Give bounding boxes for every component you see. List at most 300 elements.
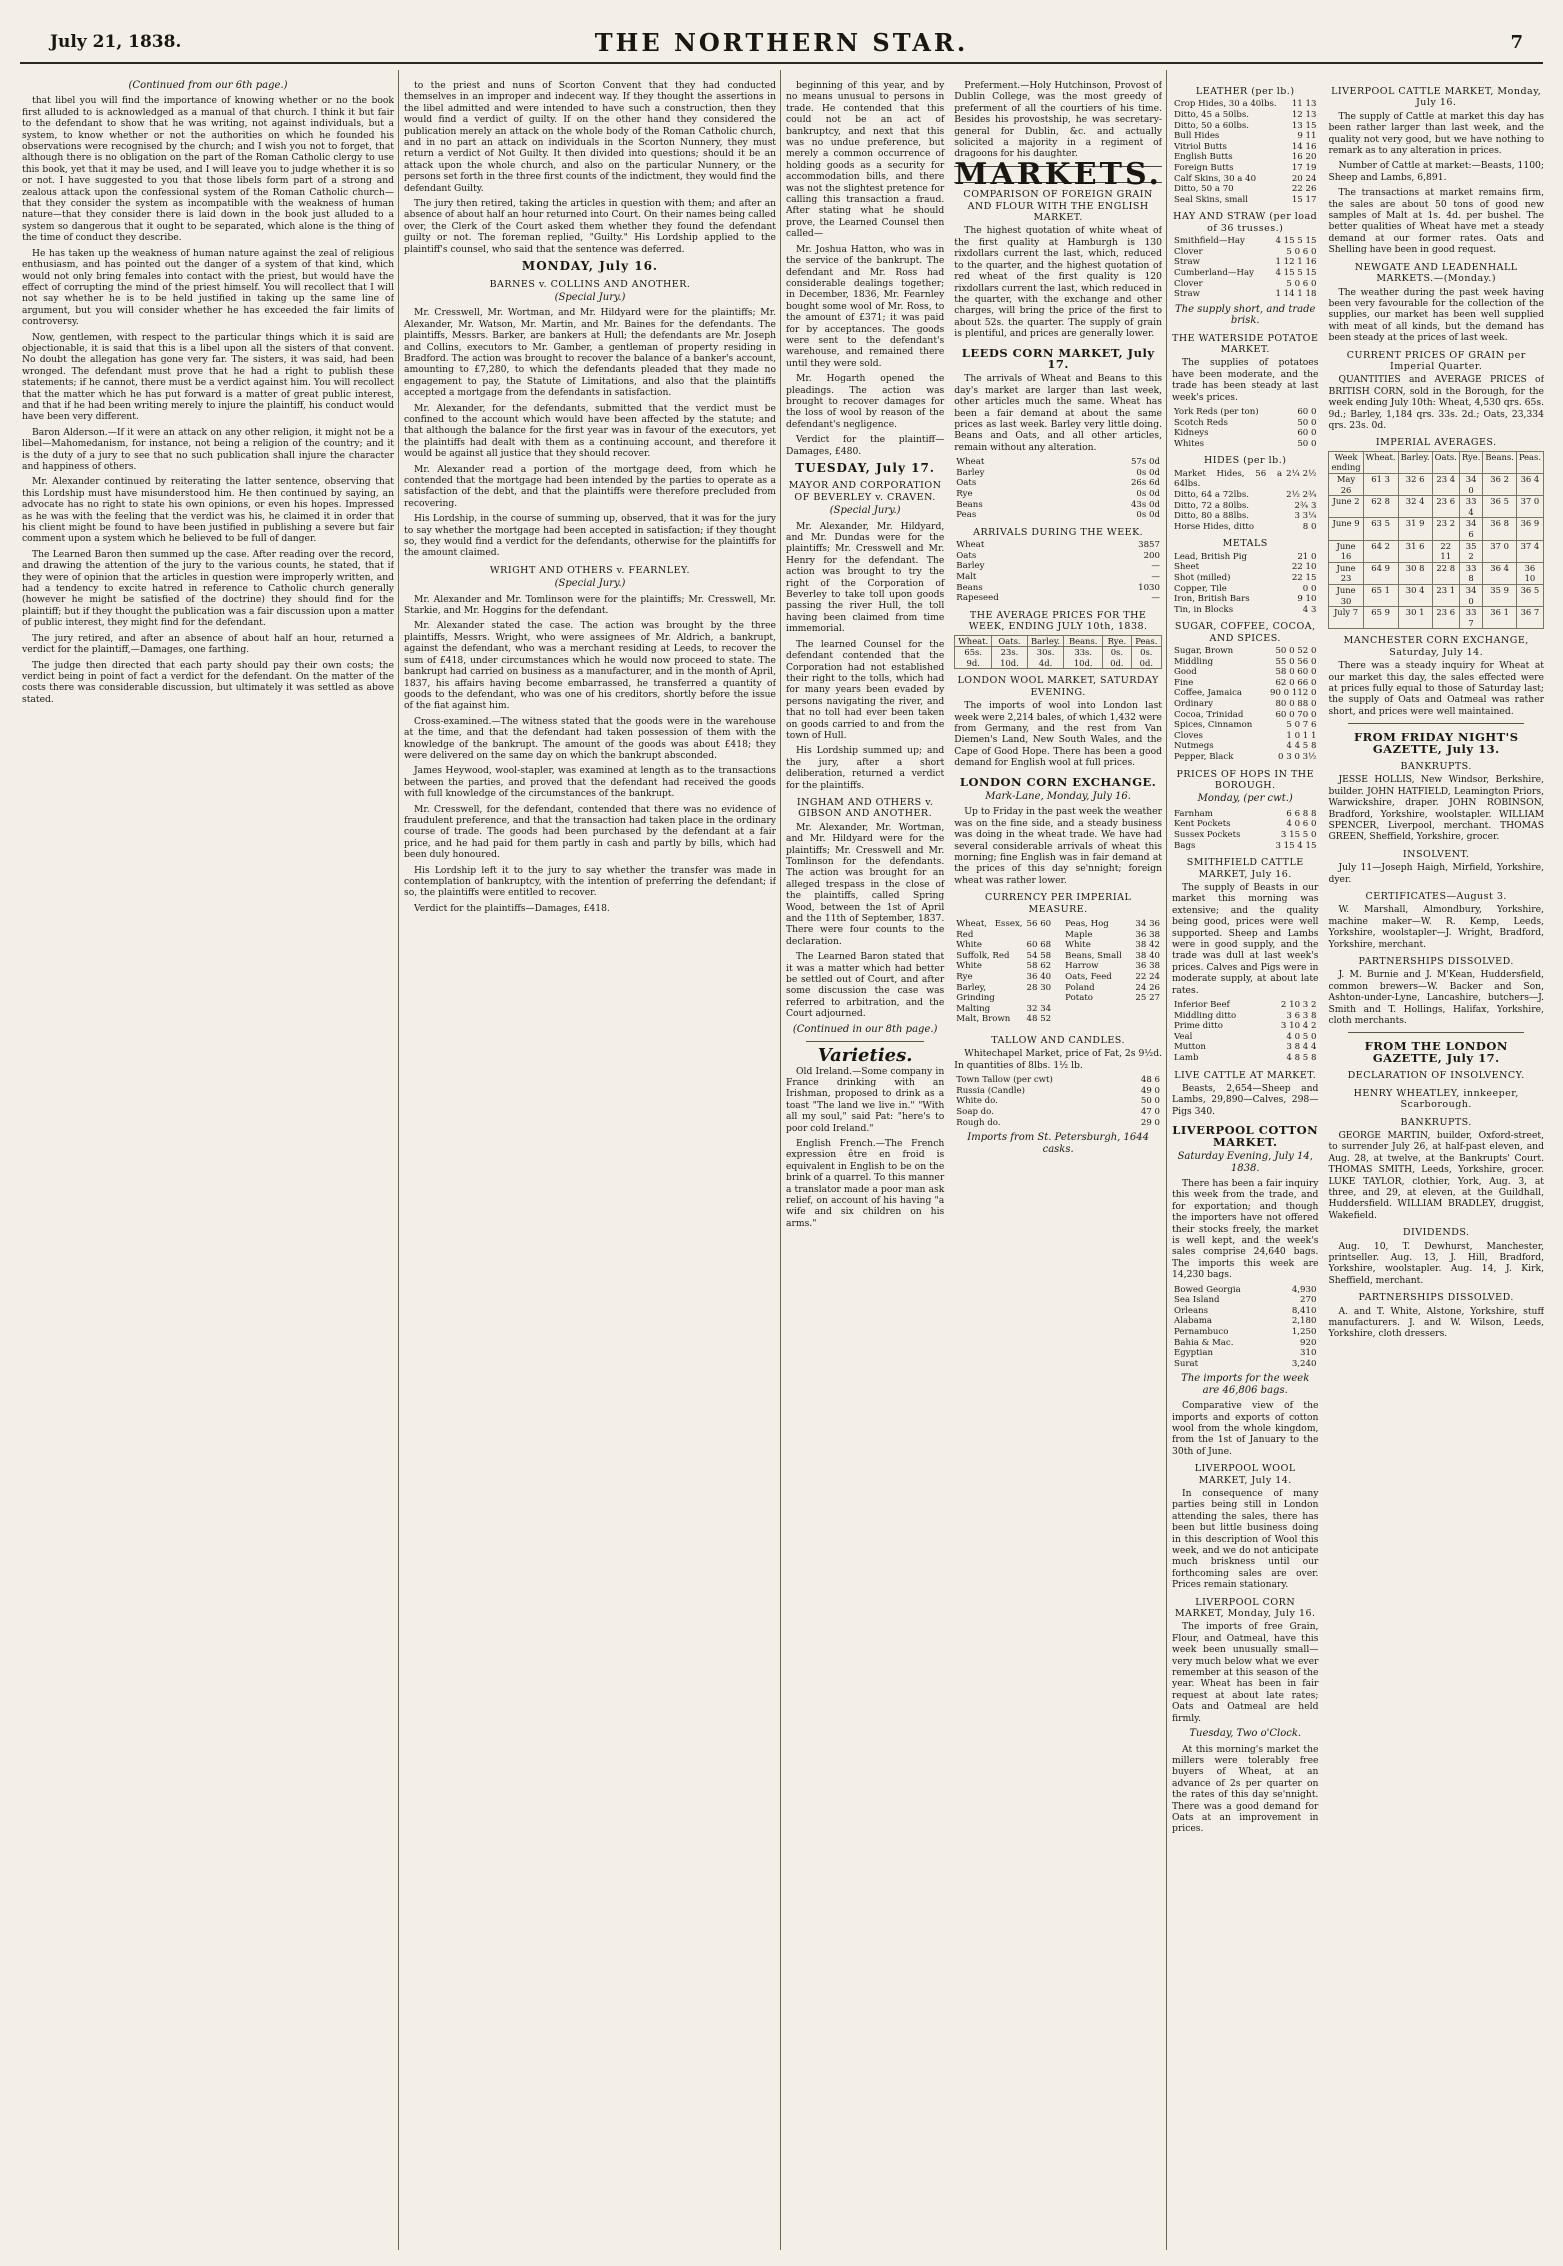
- currency-row: [1063, 951, 1162, 962]
- sugar-row: [1172, 667, 1318, 678]
- currency-row: [1063, 961, 1162, 972]
- row-label: Harrow: [1065, 961, 1099, 972]
- market-heading: PRICES OF HOPS IN THE BOROUGH.: [1176, 768, 1314, 792]
- average-price-table: [954, 635, 1162, 670]
- gazette-text: July 11—Joseph Haigh, Mirfield, Yorkshire, dyer.: [1328, 862, 1544, 885]
- row-value: 1 12 1 16: [1275, 257, 1317, 268]
- row-label: Suffolk, Red: [956, 950, 1010, 961]
- row-label: Malt, Brown: [956, 1014, 1011, 1025]
- row-value: 32 34: [1026, 1003, 1052, 1014]
- metals-row: [1172, 573, 1318, 584]
- market-text: Number of Cattle at market:—Beasts, 1100; Sheep and Lambs, 6,891.: [1328, 160, 1544, 183]
- preferment-note: Preferment.—Holy Hutchinson, Provost of Dublin College, was the most greedy of preferment of all the courtiers of his time. Besides his provostship, he was secretary-general for Dublin, &c. and actually solicited a majority in a regiment of dragoons for his daughter.: [954, 80, 1162, 160]
- court-reports-continued: [786, 80, 944, 1233]
- row-label: Spices, Cinnamon: [1174, 720, 1253, 731]
- row-label: Ditto, 80 a 88lbs.: [1174, 511, 1250, 522]
- leather-row: [1172, 131, 1318, 142]
- row-label: Rapeseed: [956, 593, 999, 604]
- row-value: 80 0 88 0: [1275, 699, 1317, 710]
- meat-row: [1172, 1042, 1318, 1053]
- imperial-cell: 36 7: [1516, 607, 1543, 629]
- gazette-section: [1328, 80, 1544, 1839]
- metals-row: [1172, 562, 1318, 573]
- row-value: 4 0 5 0: [1286, 1031, 1317, 1042]
- row-label: Barley, Grinding: [956, 982, 995, 1004]
- average-value: 33s. 10d.: [1064, 647, 1103, 669]
- currency-row: [954, 961, 1053, 972]
- article-paragraph: Mr. Alexander stated the case. The action was brought by the three plaintiffs, Messrs. Wright, who were assignees of Mr. Aldrich, a bankrupt, against the defendant, who was a merchant residing at Leeds, to recover the sum of £418, under circumstances which he would now proceed to state. The bankrupt had carried on business as a manufacturer, and in the month of April, 1837, his affairs having become embarrassed, he transferred a quantity of goods to the defendant, who was one of his creditors, shortly before the issue of the fiat against him.: [404, 620, 776, 712]
- imperial-cell: 23 1: [1432, 584, 1459, 606]
- row-label: Calf Skins, 30 a 40: [1174, 173, 1257, 184]
- cotton-row: [1172, 1338, 1318, 1349]
- metals-row: [1172, 584, 1318, 595]
- currency-row: [1063, 983, 1162, 994]
- gazette-subheading: PARTNERSHIPS DISSOLVED.: [1358, 1292, 1514, 1304]
- market-heading: HIDES (per lb.): [1204, 455, 1287, 467]
- hides-row: [1172, 490, 1318, 501]
- row-label: Ditto, 72 a 80lbs.: [1174, 500, 1250, 511]
- case-title: WRIGHT AND OTHERS v. FEARNLEY.: [489, 564, 691, 576]
- row-label: Rye: [956, 972, 973, 982]
- article-paragraph: Now, gentlemen, with respect to the particular things which it is said are objectionable, it is said that this is a libel upon all the sisters of that convent. No doubt the allegation has gone very far. The sisters, it was said, had been wronged. The defendant must prove that he had a right to publish these statements; if he cannot, there must be a verdict against him. You will recollect that the matter which he has put forward is a matter of great public interest, and that if he had been writing merely to injure the plaintiff, his conduct would have been very different.: [22, 331, 394, 423]
- row-label: White do.: [956, 1096, 998, 1107]
- imperial-cell: 22 8: [1432, 562, 1459, 584]
- column-header: Oats.: [1432, 451, 1459, 473]
- row-label: Fine: [1174, 677, 1194, 688]
- market-text: In consequence of many parties being still in London attending the sales, there has been but little business doing in this description of Wool this week, and we do not anticipate much briskness until our forthcoming sales are over. Prices remain stationary.: [1172, 1487, 1319, 1591]
- row-label: Cloves: [1174, 730, 1203, 741]
- market-heading: HAY AND STRAW (per load of 36 trusses.): [1173, 211, 1318, 234]
- row-label: Soap do.: [956, 1106, 994, 1117]
- metals-row: [1172, 552, 1318, 563]
- leather-row: [1172, 195, 1318, 206]
- row-label: Bahia & Mac.: [1174, 1337, 1234, 1348]
- article-paragraph: James Heywood, wool-stapler, was examined at length as to the transactions between the parties, and proved that the defendant had received the goods with full knowledge of the circumstances of the bankrupt.: [404, 765, 776, 800]
- market-heading: COMPARISON OF FOREIGN GRAIN AND FLOUR WITH THE ENGLISH MARKET.: [963, 189, 1153, 224]
- row-label: Wheat, Essex, Red: [956, 919, 1023, 940]
- article-paragraph: Verdict for the plaintiff—Damages, £480.: [786, 434, 945, 457]
- hay-row: [1172, 279, 1318, 290]
- hay-row: [1172, 268, 1318, 279]
- row-label: Sugar, Brown: [1174, 646, 1234, 657]
- row-label: Foreign Butts: [1174, 162, 1234, 173]
- article-paragraph: Verdict for the plaintiffs—Damages, £418.: [414, 902, 610, 914]
- imperial-header-row: [1329, 451, 1544, 473]
- market-heading: LIVERPOOL COTTON MARKET.: [1172, 1123, 1319, 1149]
- continued-note: (Continued in our 8th page.): [792, 1023, 938, 1035]
- article-paragraph: His Lordship summed up; and the jury, after a short deliberation, returned a verdict for the plaintiffs.: [786, 745, 945, 791]
- divider: [1348, 1032, 1524, 1033]
- imperial-cell: 36 2: [1483, 473, 1516, 495]
- row-label: Beans: [956, 582, 983, 593]
- row-value: 9 10: [1297, 594, 1317, 605]
- cotton-row: [1172, 1359, 1318, 1370]
- imperial-cell: 37 4: [1516, 540, 1543, 562]
- row-value: 38 40: [1135, 950, 1161, 961]
- price-row: [954, 489, 1162, 500]
- smithfield-table: [1172, 1000, 1318, 1064]
- markets-section-2: [1172, 80, 1318, 1839]
- article-paragraph: Mr. Alexander, for the defendants, submitted that the verdict must be confined to the account which would have been affected by the statute; and that although the balance for the first year was in favour of the executors, yet the plaintiffs had dealt with them as a continuing account, and therefore it would be against all justice that they should recover.: [404, 402, 776, 460]
- market-footnote: The supply short, and trade brisk.: [1175, 303, 1316, 327]
- row-label: Veal: [1174, 1031, 1193, 1042]
- article-paragraph: Cross-examined.—The witness stated that the goods were in the warehouse at the time, and that the defendant had taken possession of them with the knowledge of the bankrupt. The amount of the goods was about £418; they were delivered on the same day on which the bankrupt absconded.: [404, 715, 776, 761]
- row-value: 2¼ 2½: [1286, 468, 1317, 479]
- currency-tables: [954, 917, 1162, 1029]
- day-heading: TUESDAY, July 17.: [795, 461, 935, 475]
- row-label: White: [956, 961, 982, 972]
- market-heading: LEEDS CORN MARKET, July 17.: [961, 345, 1155, 371]
- market-heading: THE WATERSIDE POTATOE MARKET.: [1172, 332, 1319, 355]
- imperial-cell: 23 6: [1432, 607, 1459, 629]
- market-text: The imports of free Grain, Flour, and Oatmeal, have this week been unusually small—very much below what we ever remember at this season of the year. Wheat has been in fair request at about late rates; Oats and Oatmeal are held firmly.: [1172, 1621, 1319, 1724]
- gazette-text: JESSE HOLLIS, New Windsor, Berkshire, builder. JOHN HATFIELD, Leamington Priors, Warwickshire, draper. JOHN ROBINSON, Bradford, Yorkshire, woolstapler. WILLIAM SPENCER, Liverpool, merchant. THOMAS GREEN, Sheffield, Yorkshire, grocer.: [1328, 774, 1544, 843]
- row-label: Oats, Feed: [1065, 972, 1112, 982]
- row-value: 36 40: [1026, 972, 1052, 982]
- imperial-row: [1329, 607, 1544, 629]
- cotton-row: [1172, 1285, 1318, 1296]
- currency-row: [1063, 940, 1162, 951]
- row-value: 25 27: [1135, 993, 1161, 1004]
- row-value: 50 0: [1297, 438, 1317, 449]
- row-value: 1030: [1138, 582, 1160, 593]
- imperial-cell: 32 4: [1398, 496, 1432, 518]
- imperial-cell: June 2: [1329, 496, 1363, 518]
- currency-row: [1063, 972, 1162, 983]
- divider: [806, 1041, 924, 1042]
- gazette-text: A. and T. White, Alstone, Yorkshire, stuff manufacturers. J. and W. Wilson, Leeds, Yorkshire, cloth dressers.: [1328, 1305, 1544, 1340]
- row-label: Prime ditto: [1174, 1021, 1223, 1032]
- article-paragraph: Mr. Alexander and Mr. Tomlinson were for the plaintiffs; Mr. Cresswell, Mr. Starkie, and Mr. Hoggins for the defendant.: [404, 593, 776, 617]
- row-value: 50 0: [1297, 417, 1317, 428]
- page-number: 7: [1510, 32, 1523, 53]
- tallow-row: [954, 1118, 1162, 1129]
- tallow-row: [954, 1086, 1162, 1097]
- row-label: Cocoa, Trinidad: [1174, 709, 1244, 720]
- imperial-cell: 63 5: [1363, 518, 1398, 540]
- row-value: 24 26: [1135, 982, 1161, 993]
- imperial-cell: June 23: [1329, 562, 1363, 584]
- average-label: Oats.: [992, 635, 1028, 647]
- row-value: 12 13: [1291, 110, 1317, 120]
- article-paragraph: to the priest and nuns of Scorton Convent that they had conducted themselves in an improper and indecent way. If they thought the assertions in the libel admitted and were intended to have such a construction, then they would find a verdict of guilty. If on the other hand they considered the publication merely an attack on the whole body of the Roman Catholic church, and in no part an attack on individuals in the Scorton Nunnery, they must return a verdict of Not Guilty. It then divided into questions; should it be an attack upon the whole church, and also on the particular Nunnery, or the persons set forth in the three first counts of the indictment, they would find the defendant Guilty.: [404, 80, 776, 194]
- hides-row: [1172, 469, 1318, 490]
- average-label: Wheat.: [955, 635, 992, 647]
- row-label: Rough do.: [956, 1117, 1001, 1128]
- row-label: Iron, British Bars: [1174, 594, 1250, 605]
- row-value: —: [1151, 561, 1160, 572]
- hops-table: [1172, 809, 1318, 851]
- row-value: 38 42: [1135, 940, 1161, 951]
- gazette-subheading: CERTIFICATES—August 3.: [1365, 891, 1507, 902]
- row-label: Seal Skins, small: [1174, 194, 1249, 205]
- cotton-row: [1172, 1306, 1318, 1317]
- row-value: 54 58: [1026, 950, 1052, 961]
- row-value: 15 17: [1291, 194, 1317, 205]
- day-heading: MONDAY, July 16.: [521, 259, 659, 274]
- row-label: Bowed Georgia: [1174, 1284, 1241, 1295]
- imperial-cell: 36 8: [1483, 518, 1516, 540]
- market-footnote: Imports from St. Petersburgh, 1644 casks.: [967, 1132, 1149, 1155]
- imperial-cell: 34 6: [1459, 518, 1483, 540]
- row-label: Tin, in Blocks: [1174, 604, 1234, 615]
- currency-row: [1063, 919, 1162, 930]
- row-label: Middling: [1174, 656, 1214, 667]
- column-3-split: [786, 80, 1162, 1233]
- average-value: 30s. 4d.: [1027, 647, 1063, 669]
- imperial-row: [1329, 562, 1544, 584]
- gazette-subheading: BANKRUPTS.: [1400, 1116, 1472, 1128]
- column-header: Wheat.: [1363, 451, 1398, 473]
- row-label: Clover: [1174, 246, 1203, 257]
- currency-row: [1063, 930, 1162, 941]
- row-value: 310: [1300, 1348, 1317, 1359]
- market-heading: LIVERPOOL CATTLE MARKET, Monday, July 16.: [1331, 86, 1542, 109]
- row-value: 60 68: [1026, 940, 1052, 951]
- row-label: Orleans: [1174, 1305, 1209, 1316]
- column-rule: [398, 70, 399, 2250]
- market-heading: LIVE CATTLE AT MARKET.: [1174, 1069, 1317, 1081]
- article-paragraph: Baron Alderson.—If it were an attack on any other religion, it might not be a libel—Mahomedanism, for instance, not being a religion of the country; and it is the duty of a jury to see that no such publication shall injure the character and happiness of others.: [22, 426, 394, 472]
- varieties-item: Old Ireland.—Some company in France drinking with an Irishman, proposed to drink as a toast "The land we live in." "With all my soul," said Pat: "here's to poor cold Ireland.": [786, 1065, 945, 1134]
- row-value: 5 0 7 6: [1286, 720, 1317, 731]
- row-label: Barley: [956, 561, 985, 572]
- row-value: 9 11: [1297, 131, 1317, 142]
- imperial-cell: May 26: [1329, 473, 1363, 495]
- imperial-cell: 34 0: [1459, 584, 1483, 606]
- currency-row: [954, 1004, 1053, 1015]
- case-title: INGHAM AND OTHERS v. GIBSON AND ANOTHER.: [796, 796, 934, 820]
- imperial-cell: 23 4: [1432, 473, 1459, 495]
- hides-table: [1172, 469, 1318, 533]
- article-paragraph: The Learned Baron then summed up the case. After reading over the record, and drawing the attention of the jury to the various counts, he stated, that if they were of opinion that the articles in question were improperly written, and had a tendency to excite hatred in reference to Catholic church generally (however he might be satisfied of the doctrine) they should find for the plaintiff; but if they thought the publication was a fair discussion upon a matter of public interest, they might find for the defendant.: [22, 548, 394, 629]
- row-value: 14 16: [1291, 141, 1317, 152]
- meat-row: [1172, 1053, 1318, 1064]
- row-value: 3857: [1138, 540, 1160, 551]
- arrival-row: [954, 583, 1162, 594]
- market-text: The transactions at market remains firm, the sales are about 50 tons of good new samples of Malt at 1s. 4d. per bushel. The better qualities of Wheat have met a steady demand at our former rates. Oats and Shelling have been in good request.: [1328, 187, 1544, 256]
- currency-row: [954, 951, 1053, 962]
- leather-row: [1172, 152, 1318, 163]
- article-paragraph: Mr. Cresswell, for the defendant, contended that there was no evidence of fraudulent preference, and that the transaction had taken place in the ordinary course of trade. The goods had been purchased by the defendant at a fair price, and he had paid for them partly in cash and partly by bills, which had been duly honoured.: [404, 803, 776, 861]
- row-value: —: [1151, 593, 1160, 604]
- row-label: Copper, Tile: [1174, 583, 1227, 594]
- cotton-table: [1172, 1285, 1318, 1370]
- imperial-cell: 61 3: [1363, 473, 1398, 495]
- row-value: 60 0 70 0: [1275, 709, 1317, 720]
- row-value: 55 0 56 0: [1275, 656, 1317, 667]
- sugar-row: [1172, 688, 1318, 699]
- market-text: The supplies of potatoes have been moderate, and the trade has been steady at last week's prices.: [1172, 357, 1319, 403]
- article-paragraph: His Lordship left it to the jury to say whether the transfer was made in contemplation of bankruptcy, with the intention of preferring the defendant; if so, the plaintiffs were entitled to recover.: [404, 864, 776, 899]
- leather-row: [1172, 142, 1318, 153]
- row-value: 0 3 0 3½: [1278, 752, 1317, 763]
- row-label: Mutton: [1174, 1042, 1206, 1053]
- imperial-cell: 35 9: [1483, 584, 1516, 606]
- leather-row: [1172, 174, 1318, 185]
- leather-row: [1172, 99, 1318, 110]
- price-row: [954, 478, 1162, 489]
- row-value: 4 8 5 8: [1286, 1053, 1317, 1064]
- hay-row: [1172, 257, 1318, 268]
- row-value: —: [1151, 571, 1160, 582]
- imperial-cell: 23 2: [1432, 518, 1459, 540]
- imperial-cell: July 7: [1329, 607, 1363, 629]
- hides-row: [1172, 522, 1318, 533]
- row-label: Oats: [956, 550, 977, 561]
- arrival-row: [954, 540, 1162, 551]
- row-value: 4 0 6 0: [1286, 819, 1317, 830]
- imperial-cell: 32 6: [1398, 473, 1432, 495]
- row-value: 22 10: [1291, 562, 1317, 573]
- imperial-cell: 36 5: [1483, 496, 1516, 518]
- imperial-cell: 23 6: [1432, 496, 1459, 518]
- market-text: The imports of wool into London last week were 2,214 bales, of which 1,432 were from Germany, and the rest from Van Diemen's Land, New South Wales, and the Cape of Good Hope. There has been a good demand for English wool at full prices.: [954, 700, 1162, 769]
- market-heading: MANCHESTER CORN EXCHANGE, Saturday, July 14.: [1343, 635, 1529, 658]
- row-value: 58 0 60 0: [1275, 667, 1317, 678]
- imperial-cell: 36 4: [1483, 562, 1516, 584]
- imperial-cell: 36 4: [1516, 473, 1543, 495]
- article-paragraph: Mr. Alexander continued by reiterating the latter sentence, observing that this Lordship must have misunderstood him. He then continued by saying, an advocate has no right to state his own opinions, or even his hopes. Impressed as he was with the feeling that the verdict was his, he claimed it in order that his client might be found to have been justified in publishing a severe but fair comment upon a system which he believed to be full of danger.: [22, 476, 394, 545]
- row-value: 16 20: [1291, 152, 1317, 163]
- row-label: Clover: [1174, 278, 1203, 289]
- row-value: 50 0 52 0: [1275, 646, 1317, 657]
- row-value: 5 0 6 0: [1286, 278, 1317, 289]
- row-label: Nutmegs: [1174, 741, 1214, 752]
- gazette-text: J. M. Burnie and J. M'Kean, Huddersfield, common brewers—W. Backer and Son, Ashton-under-Lyne, Lancashire, butchers—J. Smith and T. Hollings, Halifax, Yorkshire, cloth merchants.: [1328, 969, 1544, 1027]
- case-title: MAYOR AND CORPORATION OF BEVERLEY v. CRAVEN.: [788, 480, 942, 503]
- market-subheading: Tuesday, Two o'Clock.: [1189, 1728, 1302, 1740]
- column-4: [1172, 80, 1544, 2250]
- hides-row: [1172, 511, 1318, 522]
- leather-row: [1172, 184, 1318, 195]
- row-label: Vitriol Butts: [1174, 141, 1227, 152]
- gazette-subheading: PARTNERSHIPS DISSOLVED.: [1358, 956, 1514, 968]
- row-label: Middling ditto: [1174, 1010, 1237, 1021]
- article-paragraph: Mr. Alexander, Mr. Wortman, and Mr. Hildyard were for the plaintiffs; Mr. Cresswell and Mr. Tomlinson for the defendants. The action was brought for an alleged trespass in the close of the plaintiffs, called Spring Wood, between the 1st of April and the 11th of September, 1837. There were four counts to the declaration.: [786, 821, 945, 947]
- leather-row: [1172, 163, 1318, 174]
- row-value: 49 0: [1140, 1085, 1160, 1096]
- article-paragraph: The learned Counsel for the defendant contended that the Corporation had not established their right to the tolls, which had for many years been evaded by persons navigating the river, and that no toll had ever been taken on goods carried to and from the town of Hull.: [786, 638, 945, 741]
- gazette-text: GEORGE MARTIN, builder, Oxford-street, to surrender July 26, at half-past eleven, and Aug. 28, at twelve, at the Bankrupts' Court. THOMAS SMITH, Leeds, Yorkshire, grocer. LUKE TAYLOR, clothier, York, Aug. 3, at three, and 29, at eleven, at the Guildhall, Huddersfield. WILLIAM BRADLEY, druggist, Wakefield.: [1328, 1129, 1544, 1221]
- row-label: White: [956, 940, 982, 951]
- price-row: [954, 457, 1162, 468]
- row-label: Cumberland—Hay: [1174, 267, 1254, 278]
- row-value: 4,930: [1291, 1284, 1317, 1295]
- imperial-cell: 36 10: [1516, 562, 1543, 584]
- row-label: Ditto, 45 a 50lbs.: [1174, 110, 1250, 120]
- row-value: 4 3: [1302, 604, 1317, 615]
- row-label: Pernambuco: [1174, 1326, 1229, 1337]
- row-value: 22 26: [1291, 184, 1317, 195]
- tallow-row: [954, 1107, 1162, 1118]
- market-heading: LONDON CORN EXCHANGE.: [959, 774, 1157, 789]
- sugar-row: [1172, 752, 1318, 763]
- row-label: Wheat: [956, 540, 985, 551]
- article-paragraph: Mr. Joshua Hatton, who was in the service of the bankrupt. The defendant and Mr. Ross had considerable dealings together; in December, 1836, Mr. Fearnley bought some wool of Mr. Ross, to the amount of £371; it was paid for by acceptances. The goods were sent to the defendant's warehouse, and remained there until they were sold.: [786, 243, 945, 369]
- imperial-cell: 64 9: [1363, 562, 1398, 584]
- row-label: Peas: [956, 510, 977, 521]
- currency-row: [954, 972, 1053, 983]
- market-heading: NEWGATE AND LEADENHALL MARKETS.—(Monday.): [1354, 261, 1518, 285]
- cotton-row: [1172, 1348, 1318, 1359]
- column-header: Peas.: [1516, 451, 1543, 473]
- row-value: 0s 0d: [1136, 510, 1160, 521]
- column-rule: [1166, 70, 1167, 2250]
- row-value: 57s 0d: [1130, 457, 1160, 468]
- article-paragraph: Mr. Cresswell, Mr. Wortman, and Mr. Hildyard were for the plaintiffs; Mr. Alexander, Mr. Watson, Mr. Martin, and Mr. Baines for the defendants. The plaintiffs, Messrs. Barker, are bankers at Hull; the defendants are Mr. Joseph and Collins, executors to Mr. Gamber, a gentleman of property residing in Bradford. The action was brought to recover the balance of a banker's account, amounting to £7,280, to which the defendants pleaded that they made no engagement to pay, the Statute of Limitations, and also that the plaintiffs accepted a mortgage from the defendants in satisfaction.: [404, 307, 776, 399]
- hops-row: [1172, 819, 1318, 830]
- row-value: 4 4 5 8: [1286, 741, 1317, 752]
- average-label: Rye.: [1103, 635, 1132, 647]
- row-label: Malt: [956, 571, 977, 582]
- market-heading: METALS: [1222, 538, 1268, 550]
- potato-table: [1172, 407, 1318, 449]
- row-label: Poland: [1065, 982, 1095, 993]
- row-value: 6 6 8 8: [1286, 808, 1317, 819]
- article-paragraph: Mr. Alexander, Mr. Hildyard, and Mr. Dundas were for the plaintiffs; Mr. Cresswell and Mr. Henry for the defendant. The action was brought to try the right of the Corporation of Beverley to take toll upon goods passing the river Hull, the toll having been claimed from time immemorial.: [786, 520, 945, 635]
- row-value: 3 3¼: [1294, 511, 1317, 522]
- market-text: Whitechapel Market, price of Fat, 2s 9½d. In quantities of 8lbs. 1½ lb.: [954, 1048, 1162, 1071]
- row-value: 48 6: [1140, 1075, 1160, 1086]
- row-value: 47 0: [1140, 1106, 1160, 1117]
- meat-row: [1172, 1000, 1318, 1011]
- market-text: The supply of Beasts in our market this morning was extensive; and the quality being good, prices were well supported. Sheep and Lambs were in good supply, and the trade was dull at last week's prices. Calves and Pigs were in moderate supply, at about late rates.: [1172, 882, 1319, 996]
- row-value: 0s 0d: [1136, 467, 1160, 478]
- row-value: 62 0 66 0: [1275, 677, 1317, 688]
- row-label: Kent Pockets: [1174, 819, 1231, 830]
- row-value: 26s 6d: [1130, 478, 1160, 489]
- meat-row: [1172, 1011, 1318, 1022]
- article-paragraph: His Lordship, in the course of summing up, observed, that it was for the jury to say whether the mortgage had been accepted in satisfaction; if they thought so, they would find a verdict for the defendants, otherwise for the plaintiffs for the amount claimed.: [404, 513, 776, 559]
- gazette-subheading: INSOLVENT.: [1402, 848, 1470, 860]
- row-label: Beans, Small: [1065, 950, 1122, 961]
- row-value: 3 8 4 4: [1286, 1042, 1317, 1053]
- row-label: Good: [1174, 667, 1197, 678]
- hay-table: [1172, 236, 1318, 300]
- potato-row: [1172, 439, 1318, 450]
- market-heading: LONDON WOOL MARKET, SATURDAY EVENING.: [957, 675, 1159, 698]
- column-header: Beans.: [1483, 451, 1516, 473]
- row-value: 3 6 3 8: [1286, 1010, 1317, 1021]
- row-label: Lead, British Pig: [1174, 551, 1247, 562]
- row-value: 50 0: [1140, 1096, 1160, 1107]
- row-value: 3 15 4 15: [1275, 840, 1317, 851]
- currency-table-right: [1063, 919, 1162, 1004]
- row-label: Smithfield—Hay: [1174, 236, 1245, 247]
- imperial-cell: 36 5: [1516, 584, 1543, 606]
- article-paragraph: The jury retired, and after an absence of about half an hour, returned a verdict for the plaintiff,—Damages, one farthing.: [22, 632, 394, 656]
- imperial-cell: 37 0: [1516, 496, 1543, 518]
- row-value: 90 0 112 0: [1269, 688, 1317, 699]
- imperial-cell: 62 8: [1363, 496, 1398, 518]
- imperial-cell: 34 0: [1459, 473, 1483, 495]
- column-header: Rye.: [1459, 451, 1483, 473]
- row-value: 4 15 5 15: [1275, 267, 1317, 278]
- currency-table-left: [954, 919, 1053, 1025]
- hides-row: [1172, 501, 1318, 512]
- row-value: 2½ 2¾: [1286, 489, 1317, 500]
- row-label: Crop Hides, 30 a 40lbs.: [1174, 99, 1277, 110]
- market-heading: LEATHER (per lb.): [1195, 86, 1295, 97]
- row-value: 48 52: [1026, 1014, 1052, 1025]
- row-label: Wheat: [956, 457, 985, 468]
- row-label: Egyptian: [1174, 1348, 1213, 1359]
- row-value: 28 30: [1026, 982, 1052, 993]
- row-value: 0s 0d: [1136, 488, 1160, 499]
- row-value: 1 0 1 1: [1286, 730, 1317, 741]
- row-label: Lamb: [1174, 1053, 1199, 1064]
